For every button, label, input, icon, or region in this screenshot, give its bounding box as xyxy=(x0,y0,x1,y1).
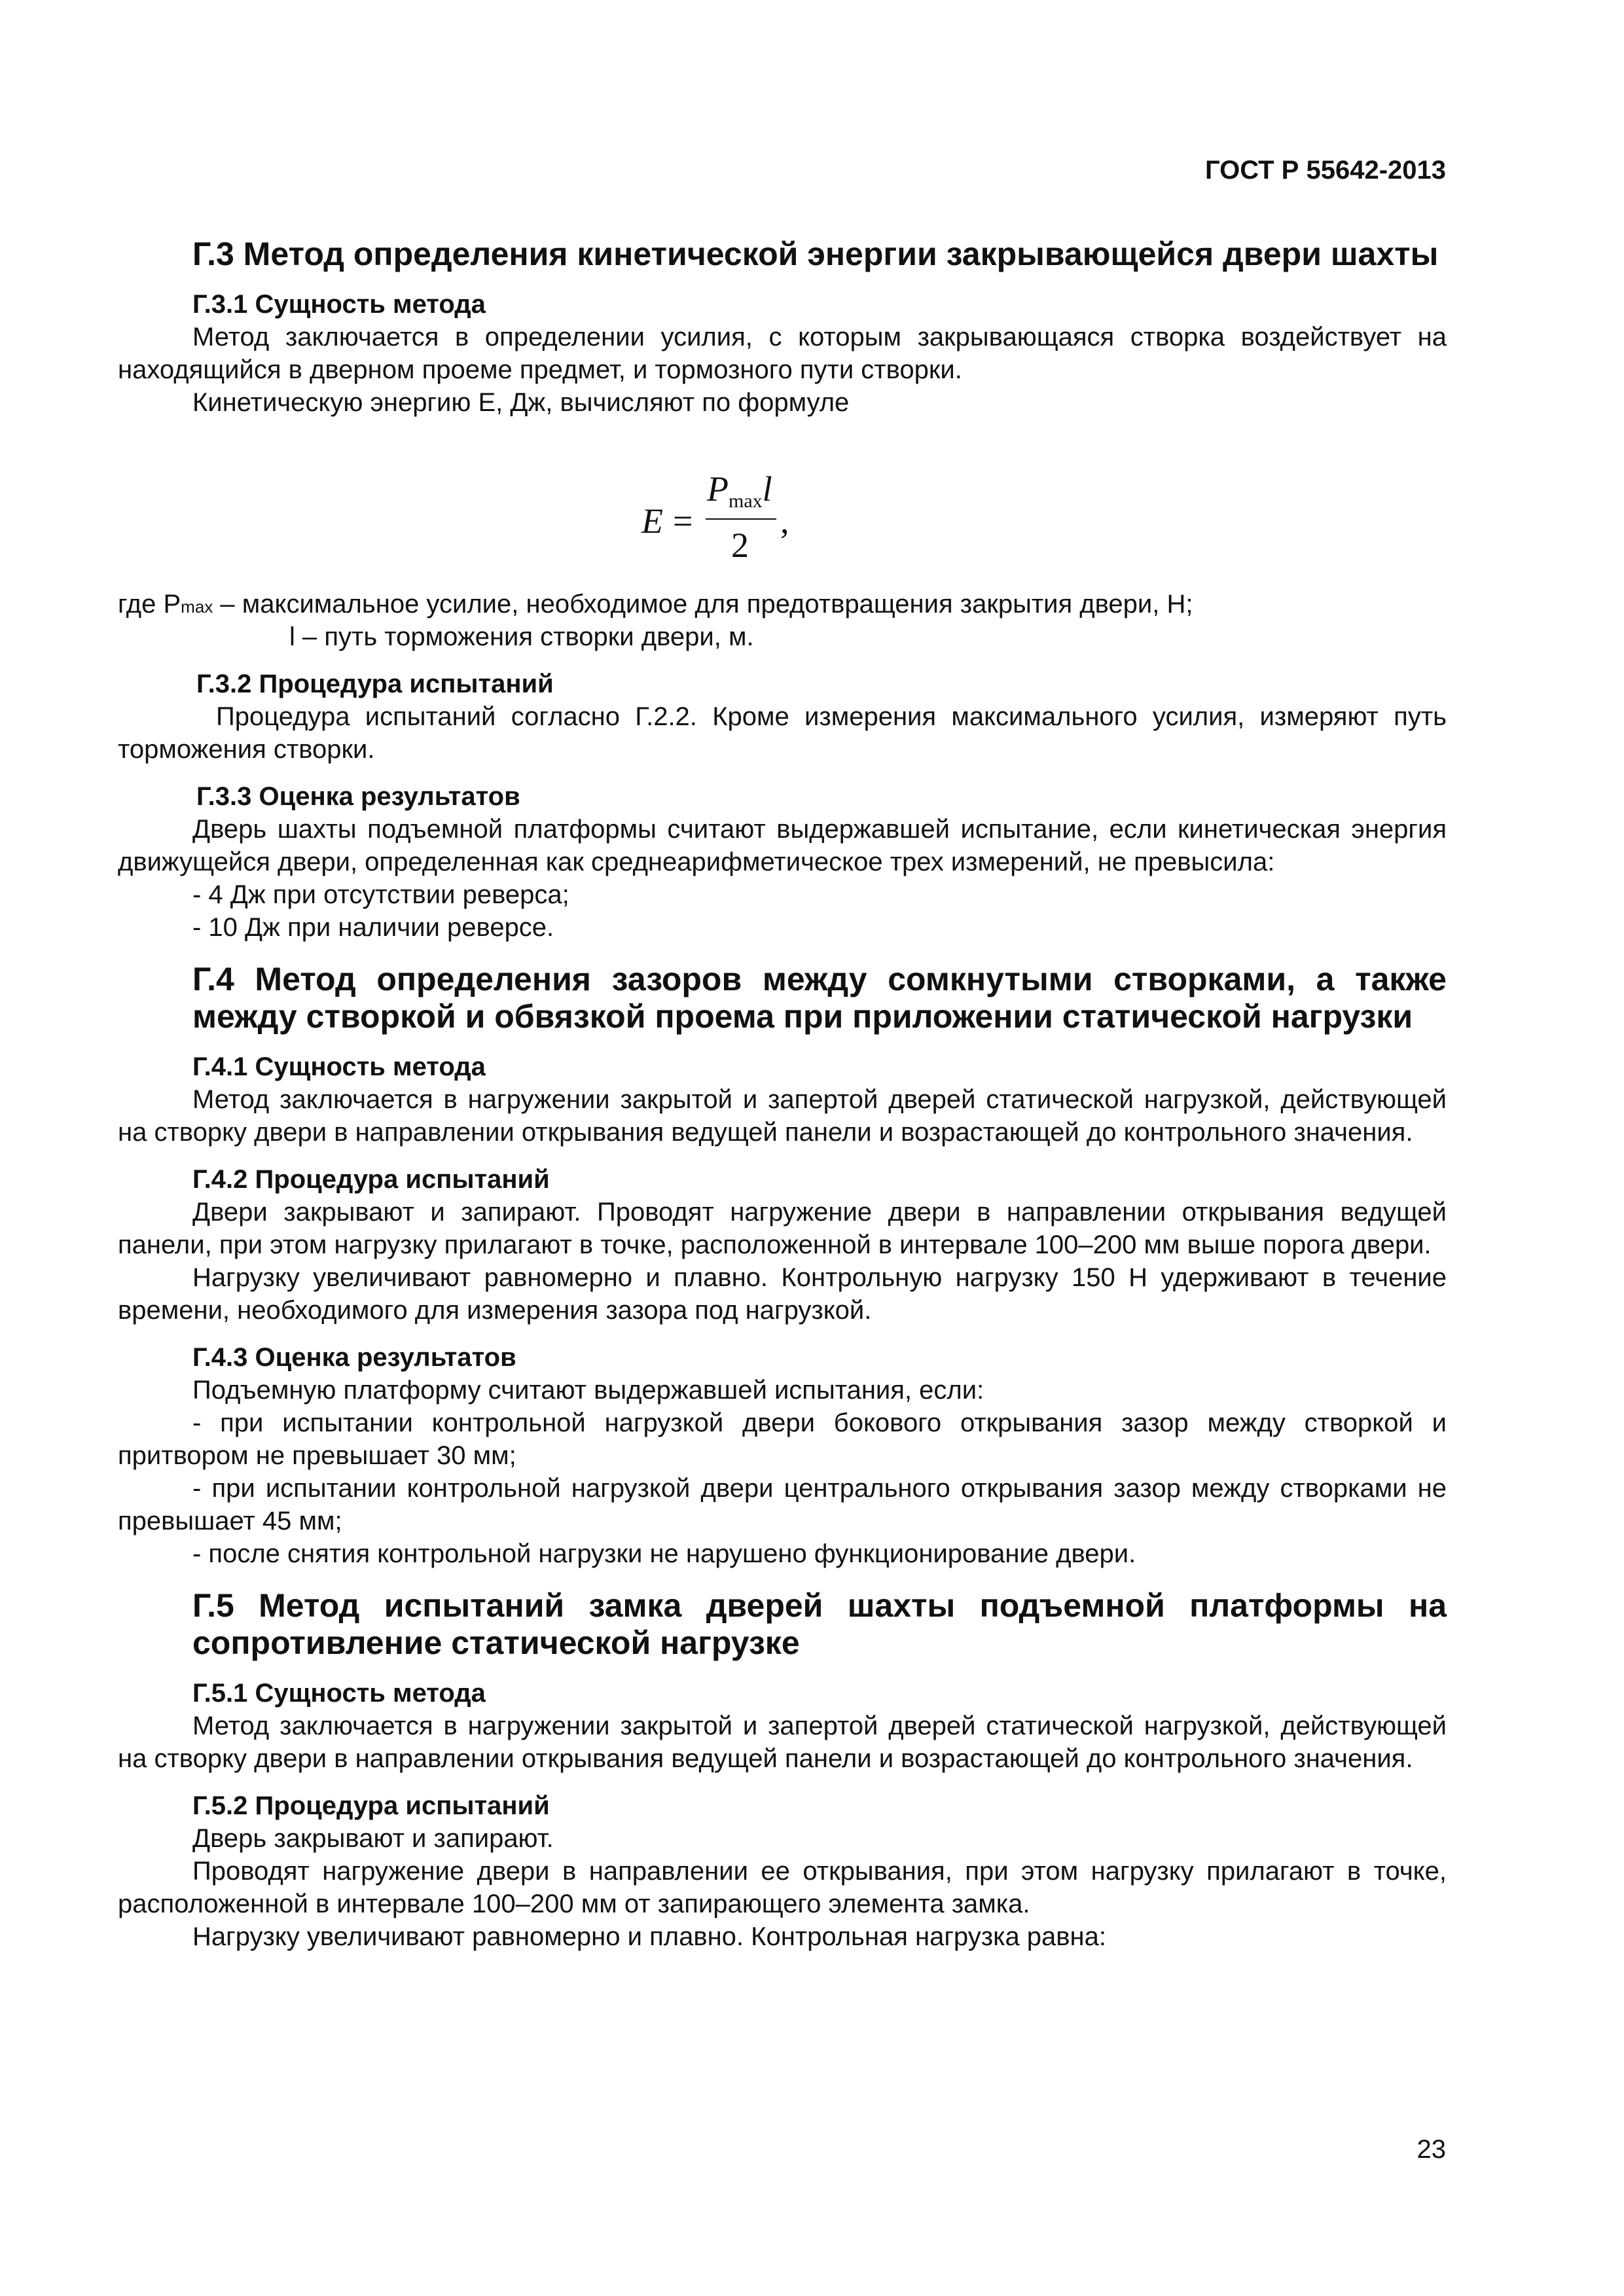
formula-lhs: E xyxy=(641,501,663,541)
paragraph-g3-1-2 xyxy=(118,386,1447,419)
where-line-2: l – путь торможения створки двери, м. xyxy=(289,622,754,651)
paragraph-g5-2-1: Дверь закрывают и запирают. xyxy=(192,1823,554,1853)
subsection-title-g3-3: Г.3.3 Оценка результатов xyxy=(196,781,520,811)
section-g3 xyxy=(118,236,1447,1953)
list-item-g3-3-1: - 4 Дж при отсутствии реверса; xyxy=(192,880,569,909)
fraction-bar xyxy=(706,518,776,520)
paragraph-g4-3-1: Подъемную платформу считают выдержавшей испытания, если: xyxy=(192,1375,984,1405)
section-title-g4: Г.4 Метод определения зазоров между сомкнутыми створками, а также между створкой и обвязкой проема при приложении статической нагрузки xyxy=(192,960,1447,1035)
formula-l: l xyxy=(762,469,772,509)
where-subscript-max: max xyxy=(181,596,213,617)
subsection-title-g4-3: Г.4.3 Оценка результатов xyxy=(192,1342,516,1372)
list-item-g4-3-2: - при испытании контрольной нагрузкой двери центрального открывания зазор между створками не превышает 45 мм; xyxy=(118,1473,1447,1535)
subsection-title-g5-1: Г.5.1 Сущность метода xyxy=(192,1678,486,1708)
where-symbol-p: где P xyxy=(118,589,181,619)
formula-numerator xyxy=(707,469,772,512)
paragraph-g3-2-1: Процедура испытаний согласно Г.2.2. Кроме измерения максимального усилия, измеряют путь торможения створки. xyxy=(118,702,1447,764)
formula-intro: Кинетическую энергию E, Дж, вычисляют по формуле xyxy=(192,387,850,417)
subsection-title-g3-1: Г.3.1 Сущность метода xyxy=(192,289,486,319)
paragraph-g4-2-2: Нагрузку увеличивают равномерно и плавно. Контрольную нагрузку 150 Н удерживают в течение времени, необходимого для измерения зазора под нагрузкой. xyxy=(118,1263,1447,1325)
formula-equals: = xyxy=(673,501,693,541)
formula-denominator: 2 xyxy=(731,525,749,565)
list-item-g4-3-1: - при испытании контрольной нагрузкой двери бокового открывания зазор между створкой и притвором не превышает 30 мм; xyxy=(118,1408,1447,1470)
subsection-title-g5-2: Г.5.2 Процедура испытаний xyxy=(192,1791,550,1820)
paragraph-g5-2-3: Нагрузку увеличивают равномерно и плавно. Контрольная нагрузка равна: xyxy=(192,1922,1106,1951)
where-text-1: – максимальное усилие, необходимое для предотвращения закрытия двери, Н; xyxy=(213,589,1193,619)
subsection-title-g4-1: Г.4.1 Сущность метода xyxy=(192,1052,486,1081)
list-item-g3-3-2: - 10 Дж при наличии реверсе. xyxy=(192,912,554,942)
paragraph-g3-3-1: Дверь шахты подъемной платформы считают выдержавшей испытание, если кинетическая энергия движущейся двери, определенная как среднеарифметическое трех измерений, не превысила: xyxy=(118,814,1447,876)
section-title-g3: Г.3 Метод определения кинетической энергии закрывающейся двери шахты xyxy=(192,236,1439,272)
subsection-title-g3-2: Г.3.2 Процедура испытаний xyxy=(196,669,554,698)
paragraph-g3-1-1: Метод заключается в определении усилия, с которым закрывающаяся створка воздействует на находящийся в дверном проеме предмет, и тормозного пути створки. xyxy=(118,322,1447,384)
where-line-1 xyxy=(118,588,1447,620)
page-number: 23 xyxy=(1416,2135,1446,2164)
standard-code: ГОСТ Р 55642-2013 xyxy=(1204,156,1446,185)
paragraph-g5-2-2: Проводят нагружение двери в направлении ее открывания, при этом нагрузку прилагают в точке, расположенной в интервале 100–200 мм от запирающего элемента замка. xyxy=(118,1856,1447,1918)
list-item-g4-3-3: - после снятия контрольной нагрузки не нарушено функционирование двери. xyxy=(192,1539,1136,1568)
formula-P: P xyxy=(707,469,729,509)
section-title-g5: Г.5 Метод испытаний замка дверей шахты подъемной платформы на сопротивление статической нагрузке xyxy=(192,1587,1447,1661)
kinetic-energy-formula xyxy=(118,465,1447,576)
formula-comma: , xyxy=(780,501,789,541)
paragraph-g4-1-1: Метод заключается в нагружении закрытой и запертой дверей статической нагрузкой, действующей на створку двери в направлении открывания ведущей панели и возрастающей до контрольного значения. xyxy=(118,1085,1447,1147)
subsection-title-g4-2: Г.4.2 Процедура испытаний xyxy=(192,1164,550,1194)
paragraph-g4-2-1: Двери закрывают и запирают. Проводят нагружение двери в направлении открывания ведущей панели, при этом нагрузку прилагают в точке, расположенной в интервале 100–200 мм выше порога двери. xyxy=(118,1197,1447,1259)
formula-max-subscript: max xyxy=(729,490,763,512)
paragraph-g5-1-1: Метод заключается в нагружении закрытой и запертой дверей статической нагрузкой, действующей на створку двери в направлении открывания ведущей панели и возрастающей до контрольного значения. xyxy=(118,1711,1447,1773)
